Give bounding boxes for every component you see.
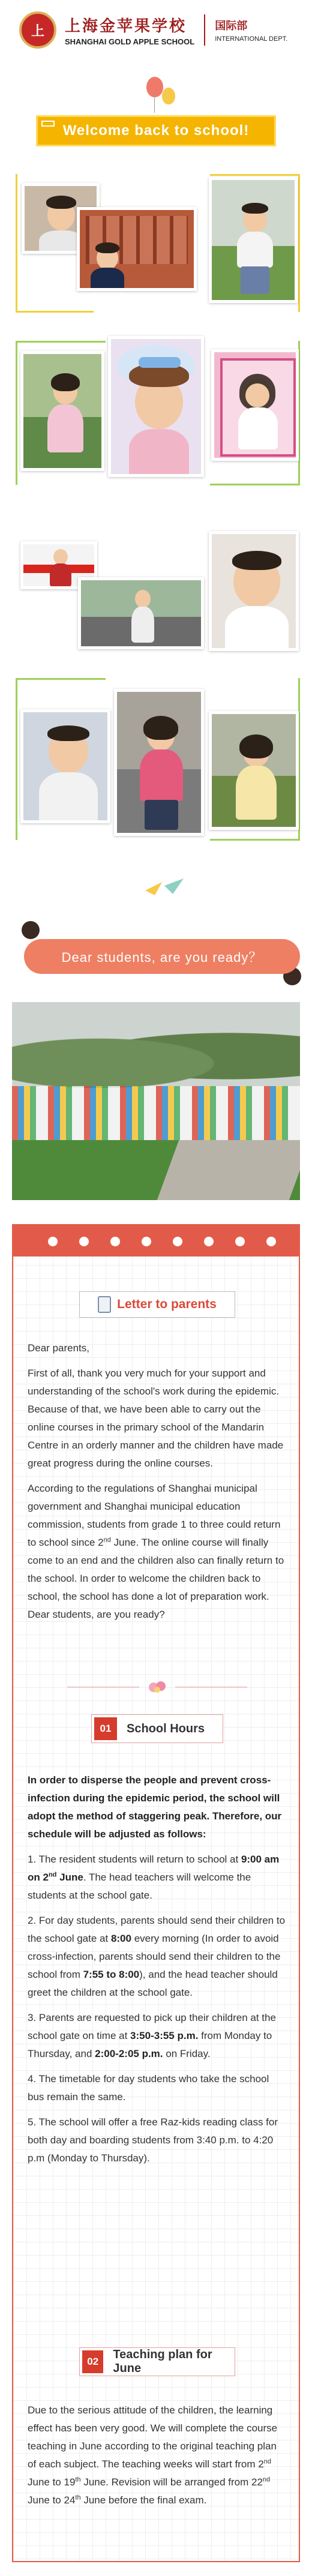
student-photo <box>209 531 299 651</box>
welcome-text: Welcome back to school! <box>62 122 250 139</box>
yellow-frame-line <box>210 174 300 176</box>
school-name-cn: 上海金苹果学校 <box>65 17 187 35</box>
student-photo <box>78 577 204 649</box>
student-photo <box>114 689 204 836</box>
section-number: 02 <box>82 2350 103 2373</box>
banner-corner-decoration <box>41 121 55 127</box>
yellow-frame-line <box>16 311 94 313</box>
green-frame-line <box>16 341 17 485</box>
teaching-plan-content <box>28 2401 287 2517</box>
boy-cartoon-icon <box>22 921 40 939</box>
letter-card-header <box>13 1225 299 1256</box>
decorative-dot <box>110 1237 120 1246</box>
school-name-block <box>65 14 194 46</box>
letter-paper-icon <box>98 1296 111 1313</box>
student-photo <box>209 177 298 303</box>
decorative-dot <box>266 1237 276 1246</box>
green-frame-line <box>210 839 300 841</box>
school-hours-content <box>28 1771 287 2175</box>
teaching-plan-paragraph: Due to the serious attitude of the children, the learning effect has been very good. We will complete the course teaching in June according to the original teaching plan of each subject. The teaching weeks will start from 2nd June to 19th June. Revision will be arranged from 22nd June to 24th June before the final exam. <box>28 2404 278 2506</box>
student-photo <box>209 711 299 830</box>
green-frame-line <box>16 341 106 343</box>
yellow-frame-line <box>16 174 17 312</box>
student-photo <box>20 709 110 823</box>
section-title: Teaching plan for June <box>113 2348 212 2375</box>
school-hours-item: 4. The timetable for day students who take the school bus remain the same. <box>28 2073 269 2103</box>
campus-photo <box>12 1002 300 1200</box>
letter-paragraph: According to the regulations of Shanghai municipal government and Shanghai municipal education commission, students from grade 1 to three could return to school since 2nd June. The online course will finally come to an end and the children also can finally return to the school. In order to welcome the children back to school, the school has done a lot of preparation work. Dear students, are you ready? <box>28 1483 284 1620</box>
school-hours-item: 3. Parents are requested to pick up their children at the school gate on time at 3:50-3:55 p.m. from Monday to Thursday, and 2:00-2:05 p.m. on Friday. <box>28 2012 276 2059</box>
green-frame-line <box>210 484 300 485</box>
school-hours-item: 1. The resident students will return to school at 9:00 am on 2nd June. The head teachers will welcome the students at the school gate. <box>28 1854 280 1901</box>
decorative-dot <box>48 1237 58 1246</box>
dear-students-text: Dear students, are you ready？ <box>61 949 263 965</box>
student-photo <box>211 349 299 461</box>
dept-block <box>215 17 287 43</box>
school-hours-item: 2. For day students, parents should send their children to the school gate at 8:00 every morning (In order to avoid cross-infection, parents should send their children to the school from 7:55 to 8:00), and the head teacher should greet the children at the school gate. <box>28 1915 286 1998</box>
header <box>0 0 312 60</box>
dept-name-cn: 国际部 <box>215 20 248 32</box>
section-title: School Hours <box>127 1722 205 1735</box>
student-photo <box>108 336 204 477</box>
yellow-frame-line <box>298 174 300 312</box>
student-photo <box>20 351 104 471</box>
dear-students-banner <box>24 939 300 974</box>
decorative-dot <box>235 1237 245 1246</box>
letter-paragraph: First of all, thank you very much for your support and understanding of the school's work during the epidemic. Because of that, we have been able to carry out the online courses in the primary school of the Mandarin Centre in an orderly manner and the children have made great progress during the online courses. <box>28 1368 284 1469</box>
letter-title-tag <box>79 1291 235 1318</box>
dept-name-en: INTERNATIONAL DEPT. <box>215 35 288 43</box>
green-frame-line <box>16 678 106 680</box>
school-logo <box>19 11 56 49</box>
decorative-dot <box>204 1237 214 1246</box>
letter-intro <box>28 1339 287 1631</box>
school-hours-item: 5. The school will offer a free Raz-kids reading class for both day and boarding students from 3:40 p.m. to 4:20 p.m (Monday to Thursday). <box>28 2116 278 2164</box>
student-photo <box>77 207 197 291</box>
school-hours-intro: In order to disperse the people and prevent cross-infection during the epidemic period, the school will adopt the method of staggering peak. Therefore, our schedule will be adjusted as follows: <box>28 1774 282 1840</box>
header-divider <box>204 14 205 46</box>
letter-card <box>12 1224 300 2562</box>
balloon-yellow-icon <box>162 88 175 104</box>
decorative-dot <box>142 1237 151 1246</box>
welcome-banner <box>36 115 276 146</box>
paper-plane-icon <box>144 876 186 900</box>
letter-title: Letter to parents <box>117 1297 217 1311</box>
section-number: 01 <box>94 1717 117 1740</box>
logo-text: 上 <box>31 23 44 38</box>
section-header-school-hours <box>91 1714 223 1743</box>
balloon-red-icon <box>146 77 163 97</box>
section-header-teaching-plan <box>79 2347 235 2376</box>
decorative-dot <box>79 1237 89 1246</box>
letter-greeting: Dear parents, <box>28 1342 89 1354</box>
decorative-dot <box>173 1237 182 1246</box>
flower-divider <box>13 1675 301 1699</box>
green-frame-line <box>16 678 17 840</box>
flower-icon <box>146 1679 168 1696</box>
balloon-string <box>154 97 155 113</box>
school-name-en: SHANGHAI GOLD APPLE SCHOOL <box>65 37 195 46</box>
